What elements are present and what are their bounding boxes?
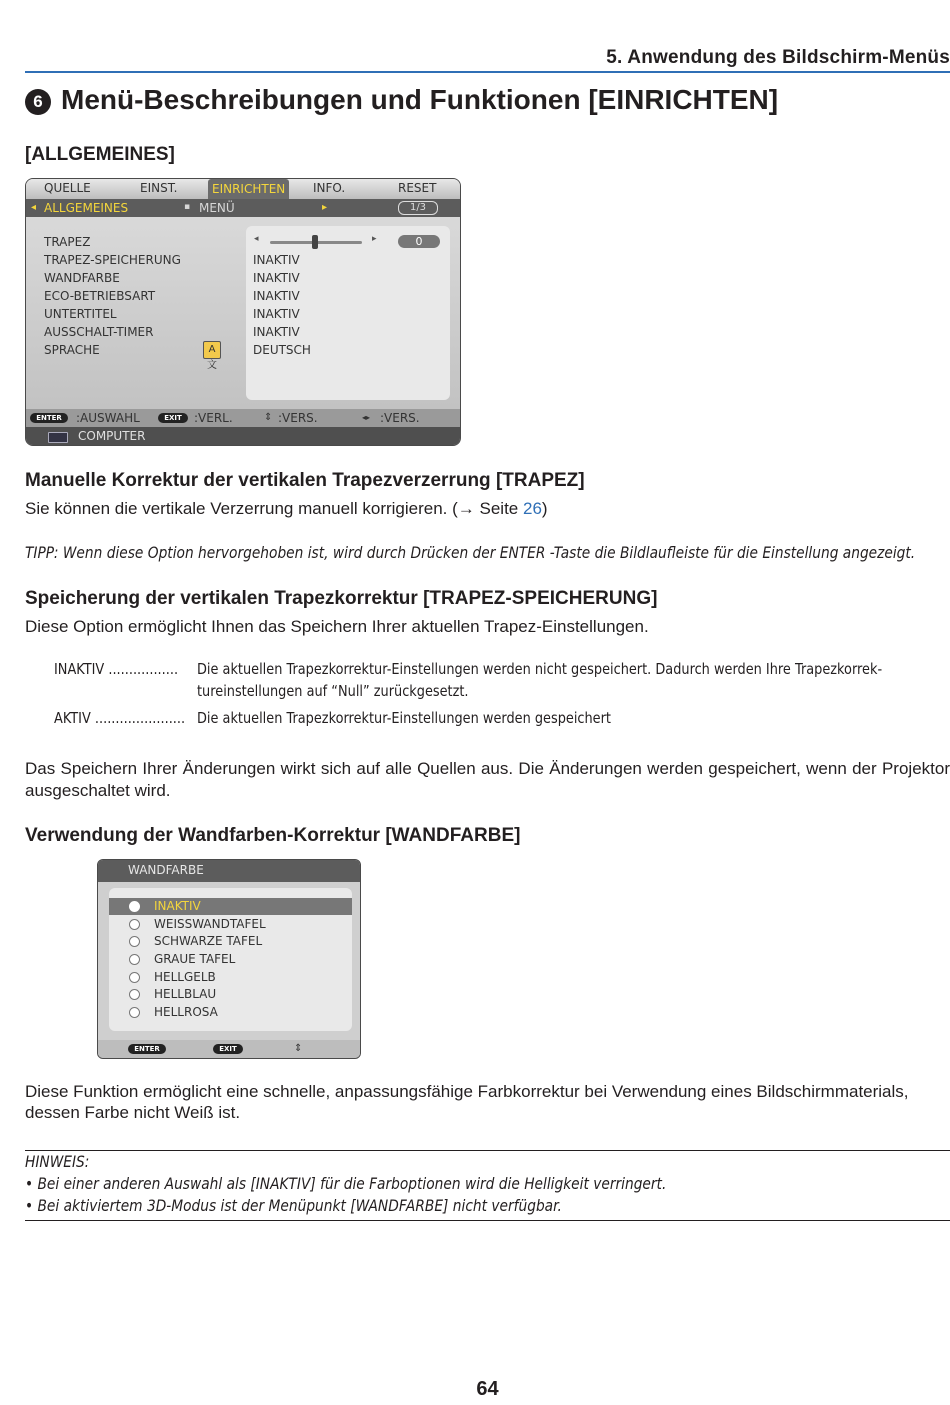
radio-icon[interactable]	[129, 989, 140, 1000]
footer-vers-updown: :VERS.	[278, 411, 318, 425]
footer-auswahl: :AUSWAHL	[76, 411, 140, 425]
trapez-text-after: )	[541, 499, 548, 518]
def-text-inaktiv-line1: Die aktuellen Trapezkorrektur-Einstellungen werden nicht gespeichert. Dadurch werden Ihre Trapezkorrek-	[197, 660, 883, 678]
sub-bullet-icon: ▪	[184, 202, 191, 212]
page-link-26[interactable]: 26	[522, 499, 542, 518]
osd-sub-allgemeines[interactable]: ALLGEMEINES	[44, 201, 129, 215]
osd-value-wandfarbe: INAKTIV	[253, 271, 300, 285]
trapez-tip: TIPP: Wenn diese Option hervorgehoben ist, wird durch Drücken der ENTER -Taste die Bildlaufleiste für die Einstellung angezeigt.	[25, 543, 916, 562]
osd-sub-menu[interactable]: MENÜ	[199, 201, 235, 215]
section-title	[25, 84, 778, 116]
def-text-aktiv: Die aktuellen Trapezkorrektur-Einstellungen werden gespeichert	[197, 709, 611, 727]
note-top-rule	[25, 1150, 950, 1151]
sub-left-arrow-icon[interactable]: ◂	[31, 202, 37, 213]
leftright-icon: ◂▸	[362, 413, 371, 422]
osd-item-sprache[interactable]: SPRACHE	[44, 343, 100, 357]
wandfarbe-heading: Verwendung der Wandfarben-Korrektur [WANDFARBE]	[25, 825, 521, 846]
osd-tab-info[interactable]: INFO.	[313, 181, 346, 195]
exit-key-icon: EXIT	[213, 1044, 243, 1054]
subsection-title: [ALLGEMEINES]	[25, 144, 175, 165]
option-label: HELLGELB	[154, 970, 216, 984]
option-label: INAKTIV	[154, 899, 201, 913]
radio-icon[interactable]	[129, 919, 140, 930]
header-rule	[25, 71, 950, 73]
wandfarbe-option-schwarze-tafel[interactable]	[109, 933, 352, 950]
osd-item-eco[interactable]: ECO-BETRIEBSART	[44, 289, 156, 303]
osd-menu-allgemeines	[25, 178, 461, 446]
slider-right-arrow-icon[interactable]: ▸	[372, 234, 377, 244]
wandfarbe-option-hellrosa[interactable]	[109, 1004, 352, 1021]
osd-value-untertitel: INAKTIV	[253, 307, 300, 321]
osd-body	[26, 217, 460, 409]
osd-page-indicator: 1/3	[398, 201, 438, 215]
section-number-badge: 6	[25, 89, 51, 115]
radio-icon[interactable]	[129, 936, 140, 947]
speicherung-heading: Speicherung der vertikalen Trapezkorrektur [TRAPEZ-SPEICHERUNG]	[25, 588, 658, 609]
def-term-aktiv: AKTIV ......................	[54, 709, 186, 727]
osd-item-trapez[interactable]: TRAPEZ	[44, 235, 91, 249]
osd-tab-bar	[26, 179, 460, 199]
trapez-text-before: Sie können die vertikale Verzerrung manuell korrigieren. (→ Seite	[25, 499, 523, 518]
osd-value-sprache: DEUTSCH	[253, 343, 311, 357]
osd-source-bar	[26, 427, 460, 446]
osd-tab-reset[interactable]: RESET	[398, 181, 437, 195]
osd-tab-einrichten[interactable]: EINRICHTEN	[208, 179, 289, 199]
osd-value-ausschalt-timer: INAKTIV	[253, 325, 300, 339]
radio-icon[interactable]	[129, 954, 140, 965]
osd-footer	[26, 409, 460, 427]
footer-verl: :VERL.	[194, 411, 233, 425]
wandfarbe-option-hellgelb[interactable]	[109, 969, 352, 986]
enter-key-icon: ENTER	[30, 413, 68, 423]
updown-icon: ⇕	[264, 412, 273, 423]
speicherung-note: Das Speichern Ihrer Änderungen wirkt sich auf alle Quellen aus. Die Änderungen werden gespeichert, wenn der Projektor ausgeschaltet wird.	[25, 759, 950, 800]
trapez-heading: Manuelle Korrektur der vertikalen Trapezverzerrung [TRAPEZ]	[25, 470, 585, 491]
osd-source-name: COMPUTER	[78, 429, 146, 443]
wandfarbe-option-graue-tafel[interactable]	[109, 951, 352, 968]
osd-item-ausschalt-timer[interactable]: AUSSCHALT-TIMER	[44, 325, 154, 339]
wandfarbe-option-weisswandtafel[interactable]	[109, 916, 352, 933]
note-title: HINWEIS:	[25, 1152, 90, 1171]
wandfarbe-footer	[98, 1040, 360, 1059]
language-icon: A文	[203, 341, 221, 359]
speicherung-text: Diese Option ermöglicht Ihnen das Speichern Ihrer aktuellen Trapez-Einstellungen.	[25, 617, 649, 636]
radio-icon[interactable]	[129, 1007, 140, 1018]
osd-tab-quelle[interactable]: QUELLE	[44, 181, 91, 195]
wandfarbe-option-hellblau[interactable]	[109, 986, 352, 1003]
wandfarbe-title-bar	[98, 860, 360, 882]
trapez-slider-knob[interactable]	[312, 235, 318, 249]
chapter-header: 5. Anwendung des Bildschirm-Menüs	[606, 47, 950, 68]
osd-value-eco: INAKTIV	[253, 289, 300, 303]
osd-menu-wandfarbe	[97, 859, 361, 1059]
radio-icon[interactable]	[129, 901, 140, 912]
wandfarbe-text-line1: Diese Funktion ermöglicht eine schnelle, anpassungsfähige Farbkorrektur bei Verwendung eines Bildschirmmaterials,	[25, 1082, 909, 1101]
osd-item-untertitel[interactable]: UNTERTITEL	[44, 307, 117, 321]
page-number: 64	[476, 1378, 499, 1400]
option-label: SCHWARZE TAFEL	[154, 934, 263, 948]
exit-key-icon: EXIT	[158, 413, 188, 423]
note-item-1: • Bei einer anderen Auswahl als [INAKTIV] für die Farboptionen wird die Helligkeit verringert.	[25, 1174, 667, 1193]
note-item-2: • Bei aktiviertem 3D-Modus ist der Menüpunkt [WANDFARBE] nicht verfügbar.	[25, 1196, 562, 1215]
trapez-text	[25, 499, 548, 519]
osd-tab-einst[interactable]: EINST.	[140, 181, 178, 195]
osd-value-trapez-speicherung: INAKTIV	[253, 253, 300, 267]
section-title-text: Menü-Beschreibungen und Funktionen [EINRICHTEN]	[61, 84, 779, 115]
osd-item-trapez-speicherung[interactable]: TRAPEZ-SPEICHERUNG	[44, 253, 181, 267]
def-term-inaktiv: INAKTIV .................	[54, 660, 179, 678]
trapez-value: 0	[398, 235, 440, 248]
option-label: HELLBLAU	[154, 987, 217, 1001]
updown-icon: ⇕	[294, 1043, 303, 1054]
option-label: WEISSWANDTAFEL	[154, 917, 266, 931]
slider-left-arrow-icon[interactable]: ◂	[254, 234, 259, 244]
radio-icon[interactable]	[129, 972, 140, 983]
option-label: GRAUE TAFEL	[154, 952, 236, 966]
osd-item-wandfarbe[interactable]: WANDFARBE	[44, 271, 120, 285]
wandfarbe-menu-title: WANDFARBE	[128, 863, 204, 877]
wandfarbe-option-inaktiv[interactable]	[109, 898, 352, 915]
osd-submenu-bar	[26, 199, 460, 217]
footer-vers-leftright: :VERS.	[380, 411, 420, 425]
wandfarbe-text-line2: dessen Farbe nicht Weiß ist.	[25, 1103, 241, 1122]
monitor-icon	[48, 432, 68, 443]
def-text-inaktiv-line2: tureinstellungen auf “Null” zurückgesetzt.	[197, 682, 469, 700]
enter-key-icon: ENTER	[128, 1044, 166, 1054]
option-label: HELLROSA	[154, 1005, 218, 1019]
note-bottom-rule	[25, 1220, 950, 1221]
sub-right-arrow-icon[interactable]: ▸	[322, 202, 328, 213]
